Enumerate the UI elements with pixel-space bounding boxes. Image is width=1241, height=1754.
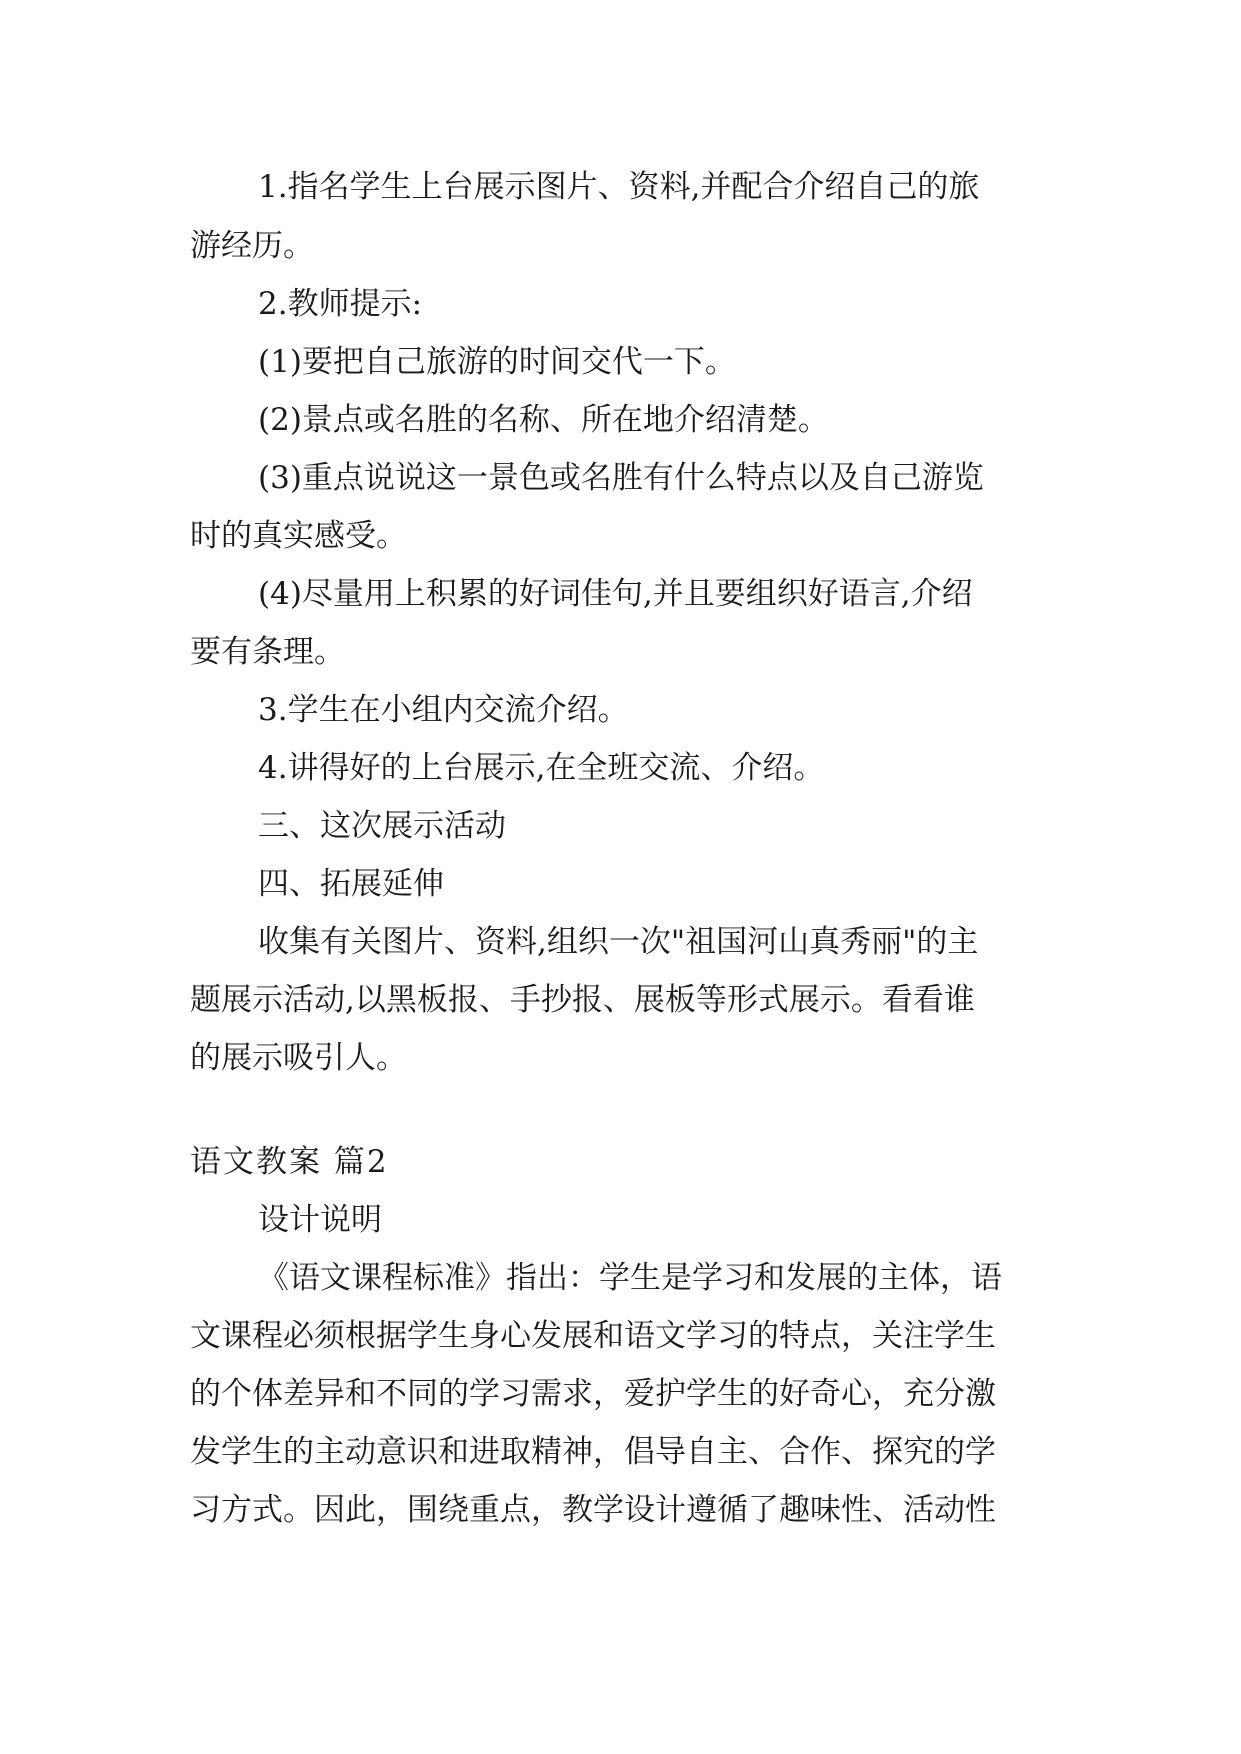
paragraph-line: (1)要把自己旅游的时间交代一下。 (258, 344, 736, 380)
article-title: 语文教案 篇2 (190, 1144, 389, 1180)
paragraph-line: 游经历。 (190, 228, 314, 264)
paragraph-line: (4)尽量用上积累的好词佳句,并且要组织好语言,介绍 (258, 576, 973, 612)
paragraph-line: 要有条理。 (190, 634, 345, 670)
paragraph-line: 题展示活动,以黑板报、手抄报、展板等形式展示。看看谁 (190, 982, 975, 1018)
paragraph-line: 发学生的主动意识和进取精神，倡导自主、合作、探究的学 (190, 1434, 996, 1470)
section-heading: 四、拓展延伸 (258, 866, 444, 902)
paragraph-line: (2)景点或名胜的名称、所在地介绍清楚。 (258, 402, 829, 438)
paragraph-line: 3.学生在小组内交流介绍。 (258, 692, 629, 728)
paragraph-line: 1.指名学生上台展示图片、资料,并配合介绍自己的旅 (258, 169, 980, 205)
paragraph-line: (3)重点说说这一景色或名胜有什么特点以及自己游览 (258, 460, 984, 496)
paragraph-line: 收集有关图片、资料,组织一次"祖国河山真秀丽"的主 (258, 924, 979, 960)
paragraph-line: 文课程必须根据学生身心发展和语文学习的特点，关注学生 (190, 1318, 996, 1354)
paragraph-line: 习方式。因此，围绕重点，教学设计遵循了趣味性、活动性 (190, 1492, 996, 1528)
paragraph-line: 的个体差异和不同的学习需求，爱护学生的好奇心，充分激 (190, 1376, 996, 1412)
paragraph-line: 《语文课程标准》指出：学生是学习和发展的主体，语 (258, 1260, 1002, 1296)
paragraph-line: 4.讲得好的上台展示,在全班交流、介绍。 (258, 750, 825, 786)
paragraph-line: 的展示吸引人。 (190, 1040, 407, 1076)
section-heading: 三、这次展示活动 (258, 808, 506, 844)
section-heading: 设计说明 (258, 1202, 382, 1238)
paragraph-line: 时的真实感受。 (190, 518, 407, 554)
paragraph-line: 2.教师提示: (258, 286, 423, 322)
